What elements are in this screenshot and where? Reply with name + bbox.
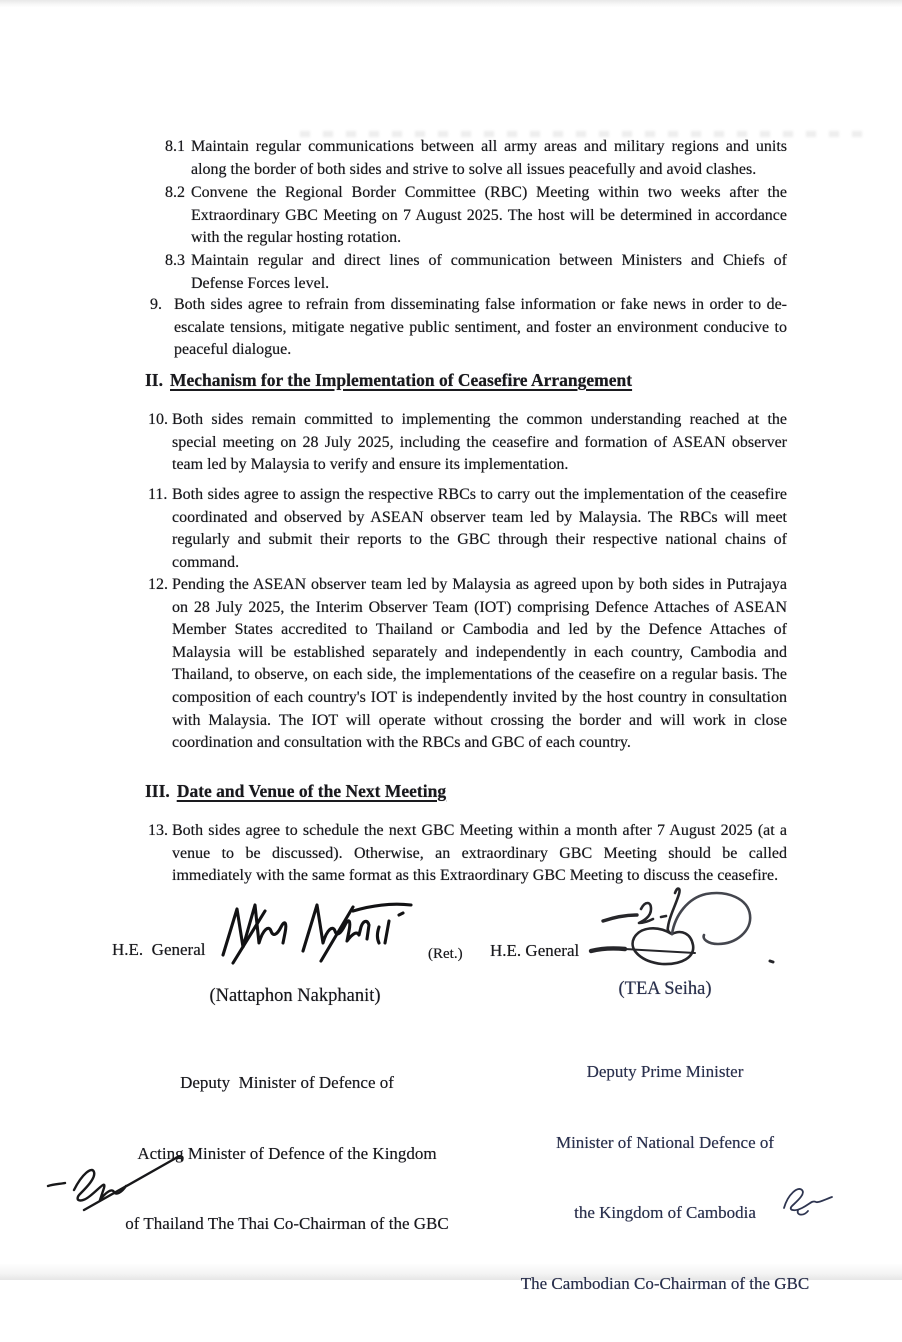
clause-text: Both sides agree to assign the respective RBCs to carry out the implementation of the ceasefire coordinated and observed by ASEAN observer team led by Malaysia. The RBCs will meet regularly and submit their reports to the GBC through their respective national chains of command. [172,486,787,571]
signatory-name-left: (Nattaphon Nakphanit) [209,986,381,1006]
title-line: Deputy Minister of Defence of [180,1073,394,1092]
title-line: of Thailand The Thai Co-Chairman of the GBC [125,1214,449,1233]
clause-number: 13. [148,822,168,839]
clause-11 [148,484,787,574]
clause-12 [148,574,787,755]
section-title: Date and Venue of the Next Meeting [176,781,447,801]
clause-10 [148,409,787,477]
clause-9 [150,294,787,362]
signatory-titles-right [505,1013,825,1342]
clause-text: Maintain regular communications between all army areas and military regions and units along the border of both sides and strive to solve all issues peacefully and avoid clashes. [191,138,787,178]
title-line: the Kingdom of Cambodia [574,1203,756,1222]
title-line: Acting Minister of Defence of the Kingdom [137,1143,437,1163]
signatory-salutation-left: H.E. General [112,940,206,959]
clause-number: 8.3 [165,252,185,269]
clause-text: Both sides remain committed to implementing the common understanding reached at the special meeting on 28 July 2025, including the ceasefire and formation of ASEAN observer team led by Malaysia to verify and ensure its implementation. [172,411,787,474]
signature-script-right [555,865,805,980]
signatory-salutation-right: H.E. General [490,941,580,960]
signatory-ret-label: (Ret.) [428,946,463,962]
title-line: The Cambodian Co-Chairman of the GBC [520,1273,810,1293]
clause-text: Both sides agree to schedule the next GBC Meeting within a month after 7 August 2025 (at a venue to be discussed). Otherwise, an extraordinary GBC Meeting should be called immediately with the same format as this Extraordinary GBC Meeting to discuss the ceasefire. [172,822,787,885]
title-line: Deputy Prime Minister [586,1062,744,1081]
clause-text: Pending the ASEAN observer team led by Malaysia as agreed upon by both sides in Putrajaya on 28 July 2025, the Interim Observer Team (IOT) comprising Defence Attaches of ASEAN Member States accredited to Thailand or Cambodia and led by the Defence Attaches of Malaysia will be established separately and independently in each country, Cambodia and Thailand, to observe, on each side, the implementations of the ceasefire on a regular basis. The composition of each country's IOT is independently invited by the host country in consultation with Malaysia. The IOT will operate without crossing the border and will work in close coordination and consultation with the RBCs and GBC of each country. [172,576,787,752]
clause-8-1 [165,136,787,181]
clause-number: 9. [150,296,162,313]
clause-8-2 [165,182,787,250]
initials-script-bottom-right [778,1180,838,1220]
clause-number: 8.1 [165,138,185,155]
section-number: II. [145,370,163,390]
section-heading-ii [145,368,632,392]
signatory-name-right: (TEA Seiha) [618,979,712,999]
clause-text: Convene the Regional Border Committee (RBC) Meeting within two weeks after the Extraordinary GBC Meeting on 7 August 2025. The host will be determined in accordance with the regular hosting rotation. [191,184,787,247]
clause-text: Both sides agree to refrain from disseminating false information or fake news in order to de-escalate tensions, mitigate negative public sentiment, and foster an environment conducive to peaceful dialogue. [174,296,787,359]
section-title: Mechanism for the Implementation of Ceasefire Arrangement [170,370,633,390]
section-number: III. [145,781,170,801]
clause-number: 8.2 [165,184,185,201]
initials-script-bottom-left [40,1148,190,1220]
signature-script-left [203,897,418,967]
clause-number: 10. [148,411,168,428]
clause-number: 11. [148,486,168,503]
clause-text: Maintain regular and direct lines of communication between Ministers and Chiefs of Defense Forces level. [191,252,787,292]
clause-number: 12. [148,576,168,593]
section-heading-iii [145,779,446,803]
title-line: Minister of National Defence of [555,1132,775,1152]
scan-edge-top [0,0,902,7]
clause-8-3 [165,250,787,295]
